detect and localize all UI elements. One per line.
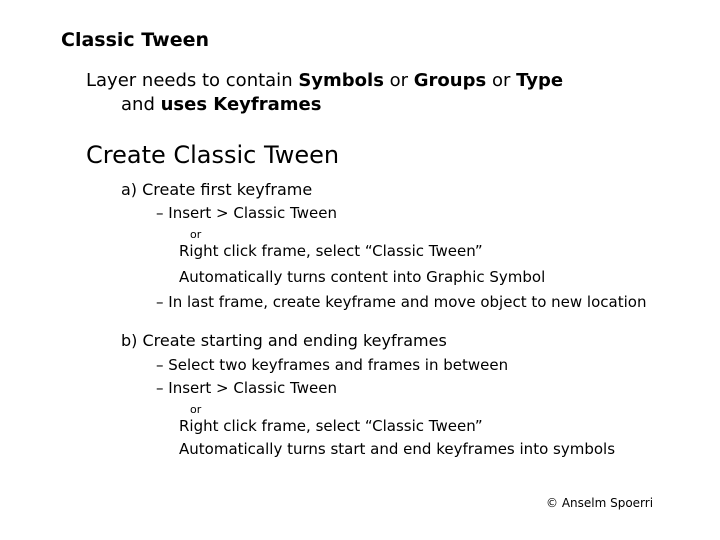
slide-title: Classic Tween: [61, 29, 210, 51]
intro-symbols: Symbols: [298, 70, 384, 91]
step-a-or: or: [190, 228, 202, 241]
step-b-title: b) Create starting and ending keyframes: [121, 331, 447, 350]
intro-or-2: or: [486, 70, 517, 91]
copyright-notice: © Anselm Spoerri: [546, 496, 654, 510]
intro-keyframes: uses Keyframes: [160, 94, 322, 115]
intro-type: Type: [516, 70, 564, 91]
intro-groups: Groups: [413, 70, 487, 91]
step-b-alt-auto-symbols: Automatically turns start and end keyframes into symbols: [179, 440, 616, 458]
intro-line-1: [86, 72, 563, 90]
step-a-title: a) Create first keyframe: [121, 180, 313, 199]
intro-and: and: [121, 94, 161, 115]
step-b-alt-right-click: Right click frame, select “Classic Tween”: [179, 417, 483, 435]
step-b-item-select: – Select two keyframes and frames in between: [156, 356, 509, 374]
step-b-item-insert: – Insert > Classic Tween: [156, 379, 337, 397]
step-a-alt-right-click: Right click frame, select “Classic Tween”: [179, 242, 483, 260]
intro-line-2: [121, 96, 321, 114]
step-a-alt-auto-symbol: Automatically turns content into Graphic Symbol: [179, 268, 546, 286]
intro-text: Layer needs to contain: [86, 70, 299, 91]
section-heading: Create Classic Tween: [86, 141, 340, 169]
step-a-item-last-frame: – In last frame, create keyframe and move object to new location: [156, 293, 647, 311]
step-b-or: or: [190, 403, 202, 416]
step-a-item-insert: – Insert > Classic Tween: [156, 204, 337, 222]
intro-or-1: or: [383, 70, 414, 91]
